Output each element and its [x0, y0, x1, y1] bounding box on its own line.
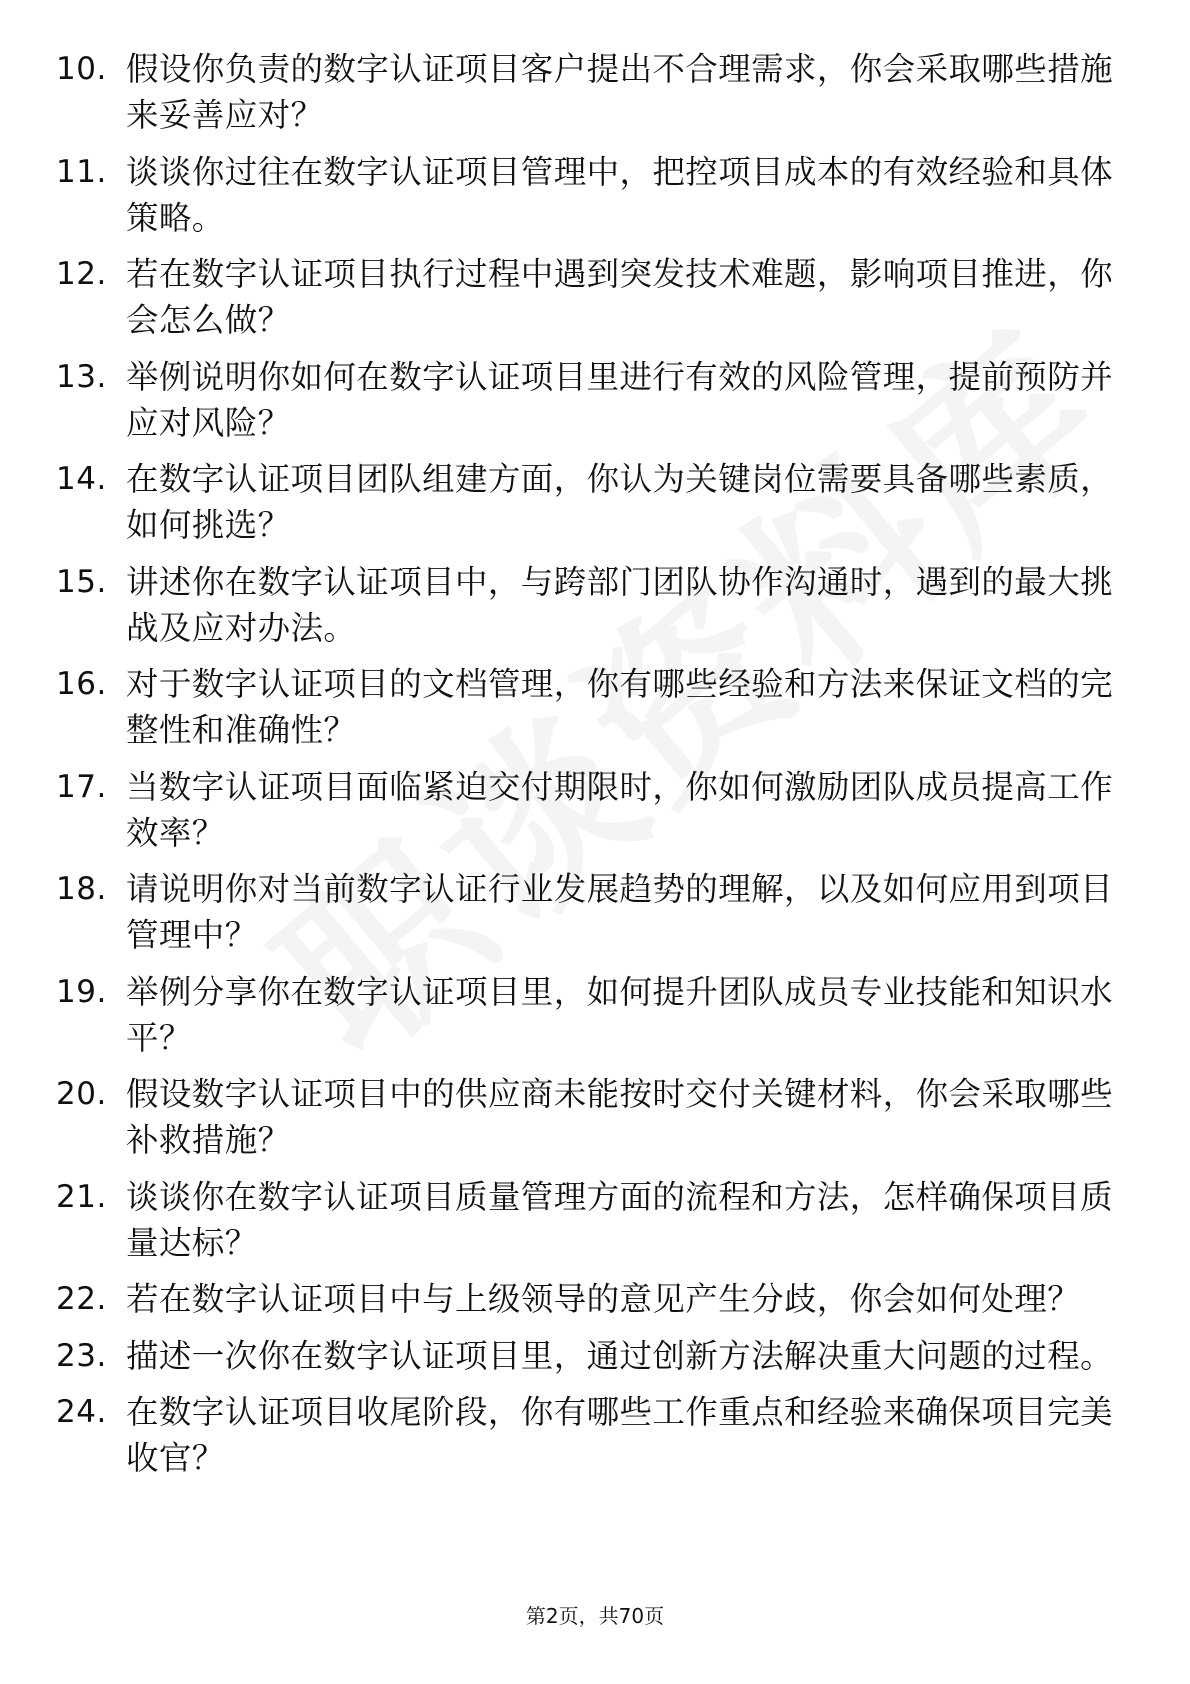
question-text: 当数字认证项目面临紧迫交付期限时，你如何激励团队成员提高工作效率？ [126, 767, 1114, 852]
question-text: 举例说明你如何在数字认证项目里进行有效的风险管理，提前预防并应对风险？ [126, 357, 1114, 442]
question-text: 描述一次你在数字认证项目里，通过创新方法解决重大问题的过程。 [126, 1336, 1114, 1375]
question-number: 18. [56, 871, 107, 907]
question-item-21 [56, 1174, 1116, 1266]
question-number: 15. [56, 563, 107, 600]
question-item-22 [56, 1276, 1116, 1322]
question-number: 14. [56, 461, 107, 497]
question-text: 假设你负责的数字认证项目客户提出不合理需求，你会采取哪些措施来妥善应对？ [126, 50, 1114, 134]
question-list [56, 46, 1116, 1492]
question-number: 12. [56, 256, 107, 292]
question-number: 23. [56, 1337, 107, 1374]
question-number: 24. [56, 1394, 107, 1430]
question-item-10 [56, 46, 1116, 138]
question-item-11 [56, 149, 1116, 241]
question-text: 谈谈你过往在数字认证项目管理中，把控项目成本的有效经验和具体策略。 [126, 152, 1114, 237]
question-item-13 [56, 354, 1116, 446]
question-item-23 [56, 1333, 1116, 1379]
question-number: 17. [56, 768, 107, 805]
question-item-16 [56, 661, 1116, 753]
page-footer: 第2页，共70页 [525, 1604, 665, 1628]
question-text: 在数字认证项目团队组建方面，你认为关键岗位需要具备哪些素质，如何挑选？ [126, 460, 1114, 544]
question-number: 11. [56, 153, 107, 190]
question-item-20 [56, 1071, 1116, 1163]
question-number: 21. [56, 1178, 107, 1215]
question-text: 举例分享你在数字认证项目里，如何提升团队成员专业技能和知识水平？ [126, 972, 1114, 1057]
question-item-12 [56, 251, 1116, 343]
question-text: 对于数字认证项目的文档管理，你有哪些经验和方法来保证文档的完整性和准确性？ [126, 665, 1114, 749]
question-text: 若在数字认证项目中与上级领导的意见产生分歧，你会如何处理？ [126, 1280, 1081, 1318]
question-text: 请说明你对当前数字认证行业发展趋势的理解，以及如何应用到项目管理中？ [126, 870, 1114, 954]
question-number: 19. [56, 973, 107, 1010]
question-text: 在数字认证项目收尾阶段，你有哪些工作重点和经验来确保项目完美收官？ [126, 1393, 1114, 1477]
question-text: 假设数字认证项目中的供应商未能按时交付关键材料，你会采取哪些补救措施？ [126, 1075, 1114, 1159]
question-text: 谈谈你在数字认证项目质量管理方面的流程和方法，怎样确保项目质量达标？ [126, 1177, 1114, 1262]
question-number: 22. [56, 1281, 107, 1317]
question-text: 讲述你在数字认证项目中，与跨部门团队协作沟通时，遇到的最大挑战及应对办法。 [126, 562, 1114, 647]
question-item-24 [56, 1389, 1116, 1481]
question-number: 10. [56, 51, 107, 87]
question-text: 若在数字认证项目执行过程中遇到突发技术难题，影响项目推进，你会怎么做？ [126, 255, 1114, 339]
question-number: 13. [56, 358, 107, 395]
question-item-18 [56, 866, 1116, 958]
question-item-19 [56, 969, 1116, 1061]
question-item-15 [56, 559, 1116, 651]
question-item-17 [56, 764, 1116, 856]
question-item-14 [56, 456, 1116, 548]
question-number: 20. [56, 1076, 107, 1112]
question-number: 16. [56, 666, 107, 702]
